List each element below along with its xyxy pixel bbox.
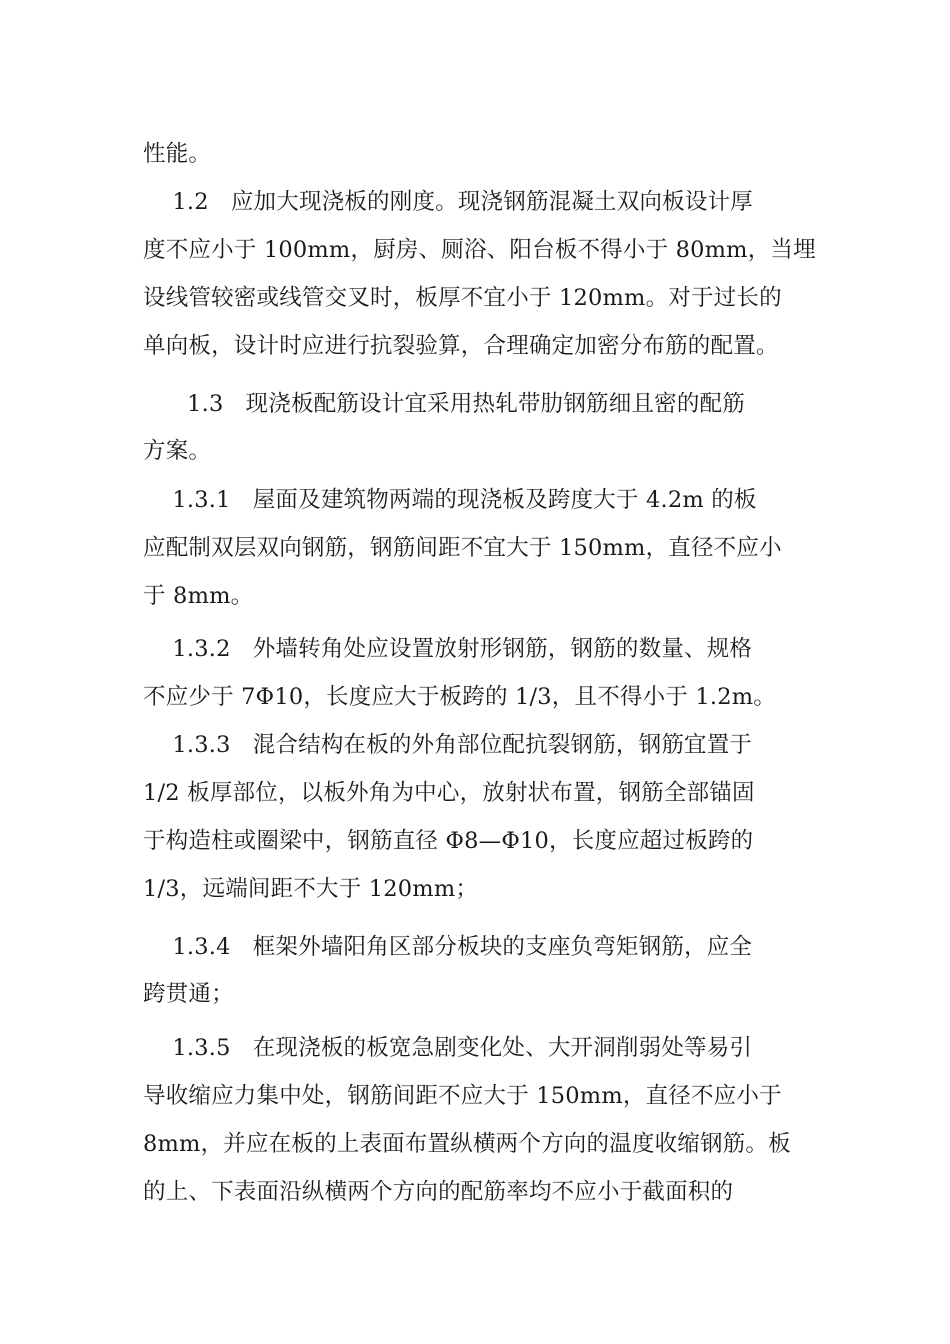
text-line: 性能。 xyxy=(143,141,212,167)
text-line: 1.3.5 在现浇板的板宽急剧变化处、大开洞削弱处等易引 xyxy=(143,1035,753,1061)
text-line: 度不应小于 100mm，厨房、厕浴、阳台板不得小于 80mm，当埋 xyxy=(143,237,816,263)
text-line: 于 8mm。 xyxy=(143,583,254,609)
text-line: 1.3.3 混合结构在板的外角部位配抗裂钢筋，钢筋宜置于 xyxy=(143,732,753,758)
text-line: 1.3 现浇板配筋设计宜采用热轧带肋钢筋细且密的配筋 xyxy=(143,391,745,417)
text-line: 1/3，远端间距不大于 120mm； xyxy=(143,876,479,902)
text-line: 的上、下表面沿纵横两个方向的配筋率均不应小于截面积的 xyxy=(143,1179,734,1205)
text-line: 1.3.2 外墙转角处应设置放射形钢筋，钢筋的数量、规格 xyxy=(143,636,753,662)
text-line: 设线管较密或线管交叉时，板厚不宜小于 120mm。对于过长的 xyxy=(143,285,782,311)
text-line: 应配制双层双向钢筋，钢筋间距不宜大于 150mm，直径不应小 xyxy=(143,535,782,561)
text-line: 1/2 板厚部位，以板外角为中心，放射状布置，钢筋全部锚固 xyxy=(143,780,755,806)
text-line: 于构造柱或圈梁中，钢筋直径 Φ8—Φ10，长度应超过板跨的 xyxy=(143,828,754,854)
text-line: 1.3.1 屋面及建筑物两端的现浇板及跨度大于 4.2m 的板 xyxy=(143,487,757,513)
text-line: 不应少于 7Φ10，长度应大于板跨的 1/3，且不得小于 1.2m。 xyxy=(143,684,776,710)
text-line: 8mm，并应在板的上表面布置纵横两个方向的温度收缩钢筋。板 xyxy=(143,1131,791,1157)
text-line: 单向板，设计时应进行抗裂验算，合理确定加密分布筋的配置。 xyxy=(143,333,779,359)
text-line: 1.2 应加大现浇板的刚度。现浇钢筋混凝土双向板设计厚 xyxy=(143,189,753,215)
text-line: 方案。 xyxy=(143,438,212,464)
text-line: 导收缩应力集中处，钢筋间距不应大于 150mm，直径不应小于 xyxy=(143,1083,782,1109)
text-line: 1.3.4 框架外墙阳角区部分板块的支座负弯矩钢筋，应全 xyxy=(143,934,753,960)
text-line: 跨贯通； xyxy=(143,981,234,1007)
